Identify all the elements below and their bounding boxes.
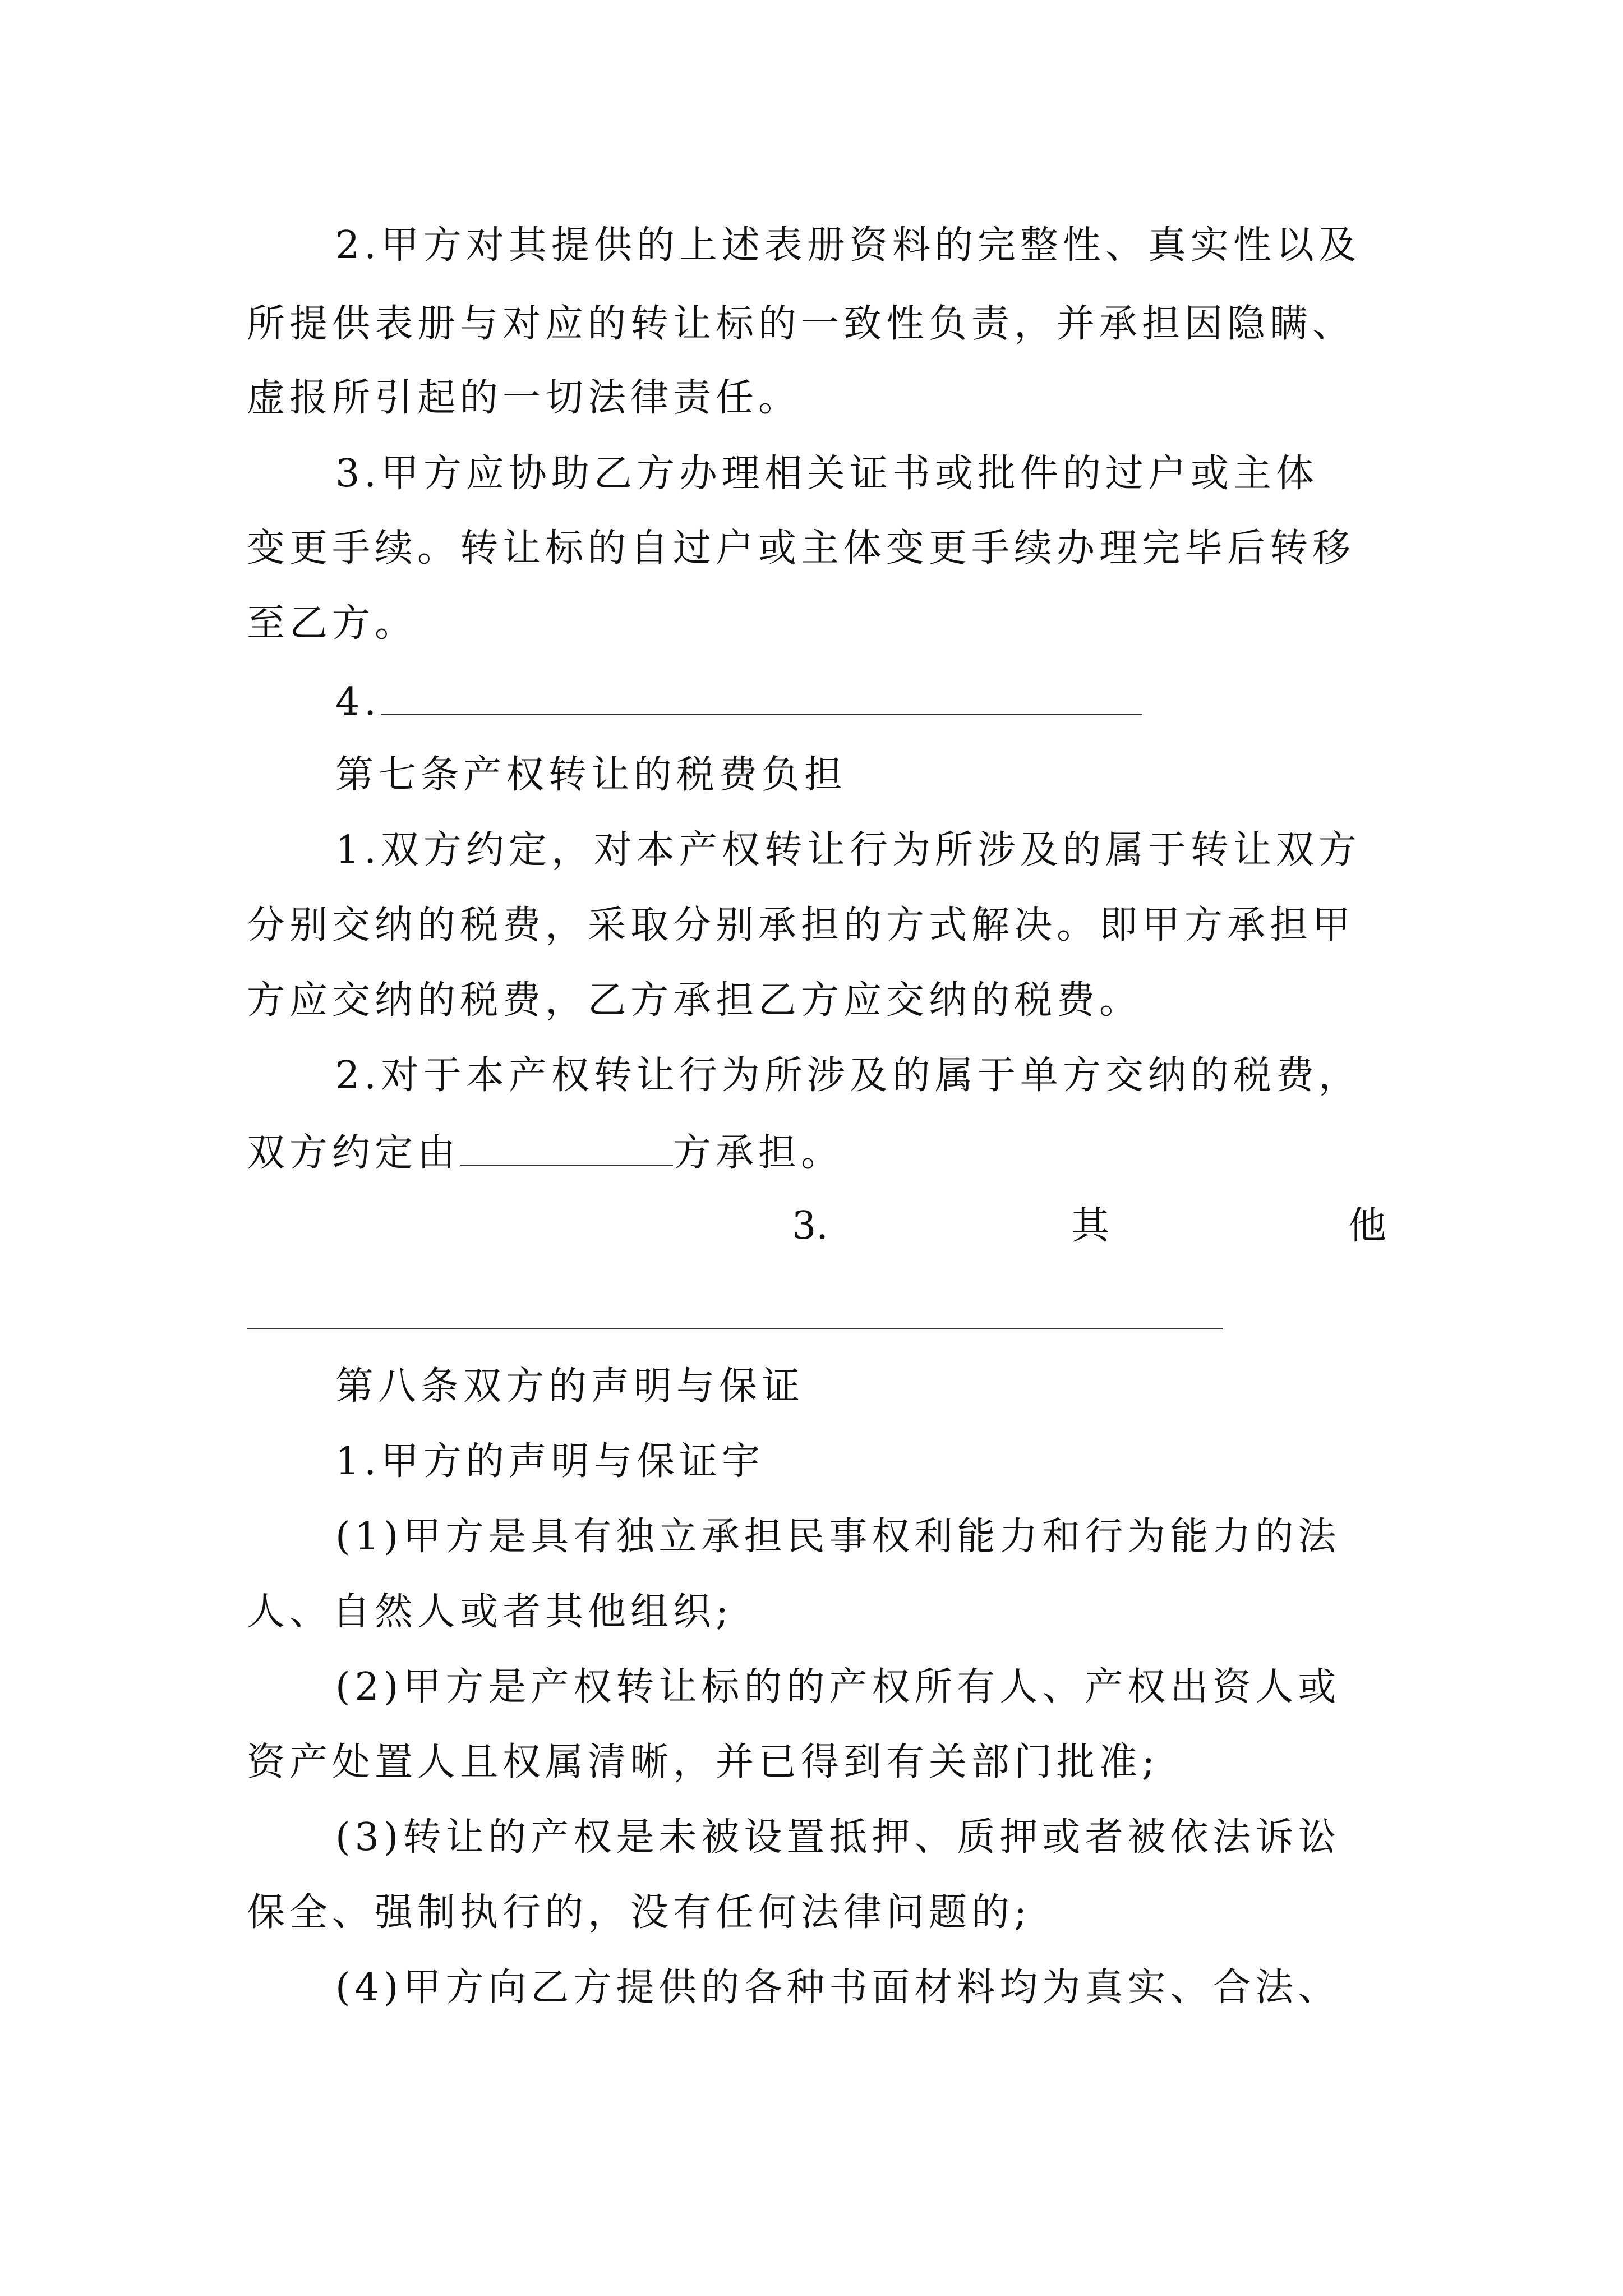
clause6-item4-number: 4. bbox=[335, 680, 381, 724]
clause7-item3-blank bbox=[247, 1328, 1223, 1329]
clause8-point3-line1: (3)转让的产权是未被设置抵押、质押或者被依法诉讼 bbox=[335, 1815, 1341, 1860]
clause7-item1-line2: 分别交纳的税费，采取分别承担的方式解决。即甲方承担甲 bbox=[247, 903, 1355, 947]
clause8-point4-line1: (4)甲方向乙方提供的各种书面材料均为真实、合法、 bbox=[335, 1966, 1341, 2010]
clause6-item3-line3: 至乙方。 bbox=[247, 601, 418, 646]
clause7-item3-number: 3. bbox=[792, 1204, 828, 1248]
clause7-title: 第七条产权转让的税费负担 bbox=[335, 753, 847, 797]
clause8-point1-line1: (1)甲方是具有独立承担民事权利能力和行为能力的法 bbox=[335, 1515, 1341, 1559]
clause7-item1-line3: 方应交纳的税费，乙方承担乙方应交纳的税费。 bbox=[247, 978, 1142, 1023]
clause8-item1: 1.甲方的声明与保证宇 bbox=[335, 1439, 764, 1484]
clause8-point2-line2: 资产处置人且权属清晰，并已得到有关部门批准; bbox=[247, 1740, 1159, 1784]
clause8-point3-line2: 保全、强制执行的，没有任何法律问题的; bbox=[247, 1890, 1031, 1935]
clause8-title: 第八条双方的声明与保证 bbox=[335, 1364, 805, 1409]
clause6-item2-line1: 2.甲方对其提供的上述表册资料的完整性、真实性以及 bbox=[335, 223, 1361, 268]
clause8-point2-line1: (2)甲方是产权转让标的的产权所有人、产权出资人或 bbox=[335, 1665, 1341, 1709]
clause7-item2-line2 bbox=[247, 1123, 843, 1181]
clause6-item2-line2: 所提供表册与对应的转让标的一致性负责，并承担因隐瞒、 bbox=[247, 302, 1355, 346]
clause7-item1-line1: 1.双方约定，对本产权转让行为所涉及的属于转让双方 bbox=[335, 828, 1361, 872]
clause6-item4-line bbox=[335, 672, 1142, 730]
clause7-item2-pre: 双方约定由 bbox=[247, 1131, 460, 1175]
clause6-item4-blank bbox=[381, 672, 1142, 715]
clause7-item3-word1: 其 bbox=[1071, 1204, 1110, 1248]
clause6-item2-line3: 虚报所引起的一切法律责任。 bbox=[247, 376, 801, 420]
clause7-item2-blank bbox=[460, 1123, 673, 1166]
clause7-item2-post: 方承担。 bbox=[673, 1131, 844, 1175]
clause8-point1-line2: 人、自然人或者其他组织; bbox=[247, 1590, 733, 1634]
clause6-item3-line1: 3.甲方应协助乙方办理相关证书或批件的过户或主体 bbox=[335, 452, 1318, 496]
clause7-item3-word2: 他 bbox=[1348, 1204, 1387, 1248]
clause7-item2-line1: 2.对于本产权转让行为所涉及的属于单方交纳的税费， bbox=[335, 1053, 1361, 1098]
clause6-item3-line2: 变更手续。转让标的自过户或主体变更手续办理完毕后转移 bbox=[247, 526, 1355, 570]
